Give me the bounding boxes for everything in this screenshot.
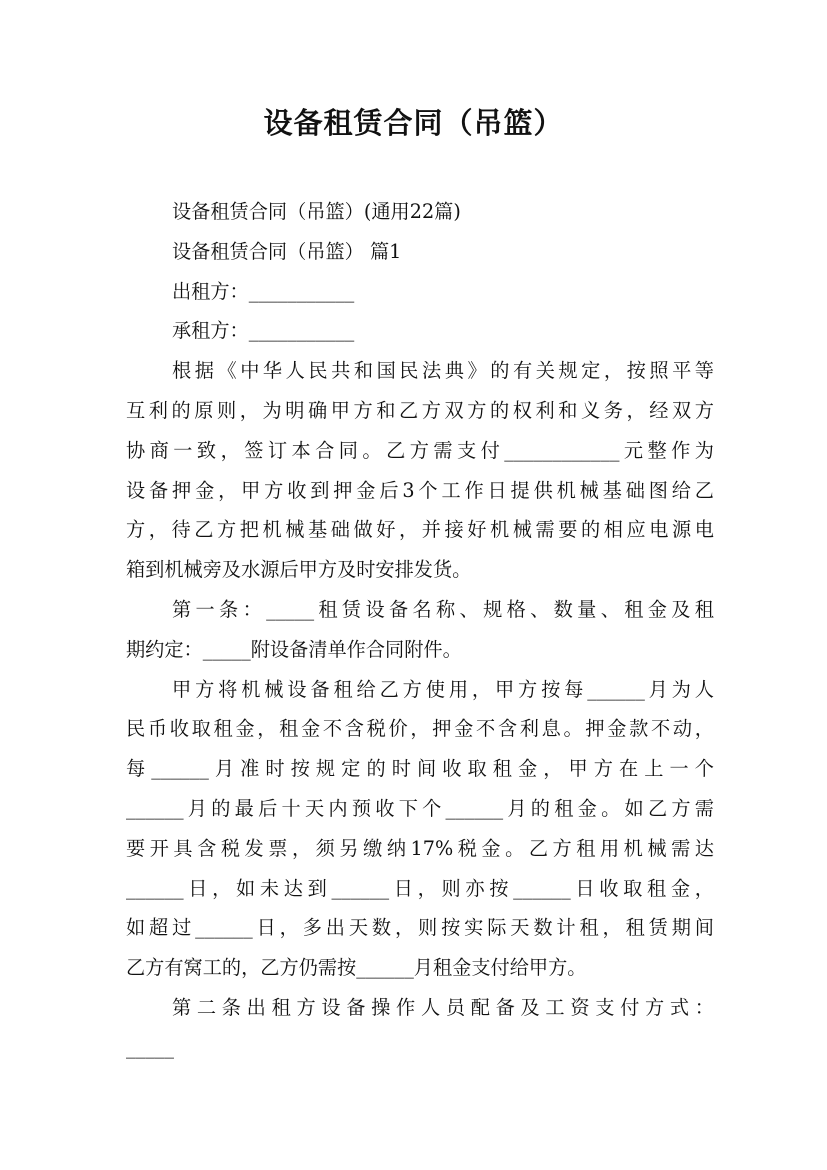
paragraph-line: 互利的原则，为明确甲方和乙方双方的权利和义务，经双方 bbox=[126, 398, 714, 422]
paragraph-line: 设备押金，甲方收到押金后3个工作日提供机械基础图给乙 bbox=[126, 478, 714, 502]
section-heading: 设备租赁合同（吊篮） 篇1 bbox=[172, 239, 402, 263]
paragraph-line: 方，待乙方把机械基础做好，并接好机械需要的相应电源电 bbox=[126, 518, 714, 542]
article-one-line: 第一条：_____租赁设备名称、规格、数量、租金及租 bbox=[172, 597, 714, 621]
article-one-line: 期约定：_____附设备清单作合同附件。 bbox=[126, 637, 462, 661]
paragraph-line: 甲方将机械设备租给乙方使用，甲方按每______月为人 bbox=[172, 677, 714, 701]
article-two-line: 第二条出租方设备操作人员配备及工资支付方式： bbox=[172, 995, 714, 1019]
article-two-line: _____ bbox=[126, 1035, 174, 1059]
paragraph-line: 民币收取租金，租金不含税价，押金不含利息。押金款不动， bbox=[126, 717, 714, 741]
document-title: 设备租赁合同（吊篮） bbox=[263, 106, 564, 140]
paragraph-line: 协商一致，签订本合同。乙方需支付____________元整作为 bbox=[126, 438, 714, 462]
subtitle-line: 设备租赁合同（吊篮）(通用22篇) bbox=[172, 200, 461, 223]
paragraph-line: 乙方有窝工的，乙方仍需按______月租金支付给甲方。 bbox=[126, 956, 587, 980]
paragraph-line: 箱到机械旁及水源后甲方及时安排发货。 bbox=[126, 558, 472, 582]
document-body bbox=[126, 192, 714, 1068]
paragraph-line: ______月的最后十天内预收下个______月的租金。如乙方需 bbox=[126, 796, 714, 820]
paragraph-line: 根据《中华人民共和国民法典》的有关规定，按照平等 bbox=[172, 359, 714, 383]
paragraph-line: 每______月准时按规定的时间收取租金，甲方在上一个 bbox=[126, 757, 714, 781]
lessee-field: 承租方：___________ bbox=[172, 319, 355, 343]
paragraph-line: 要开具含税发票，须另缴纳17%税金。乙方租用机械需达 bbox=[126, 836, 714, 860]
paragraph-line: ______日，如未达到______日，则亦按______日收取租金， bbox=[126, 876, 714, 900]
lessor-field: 出租方：___________ bbox=[172, 279, 355, 303]
paragraph-line: 如超过______日，多出天数，则按实际天数计租，租赁期间 bbox=[126, 916, 714, 940]
